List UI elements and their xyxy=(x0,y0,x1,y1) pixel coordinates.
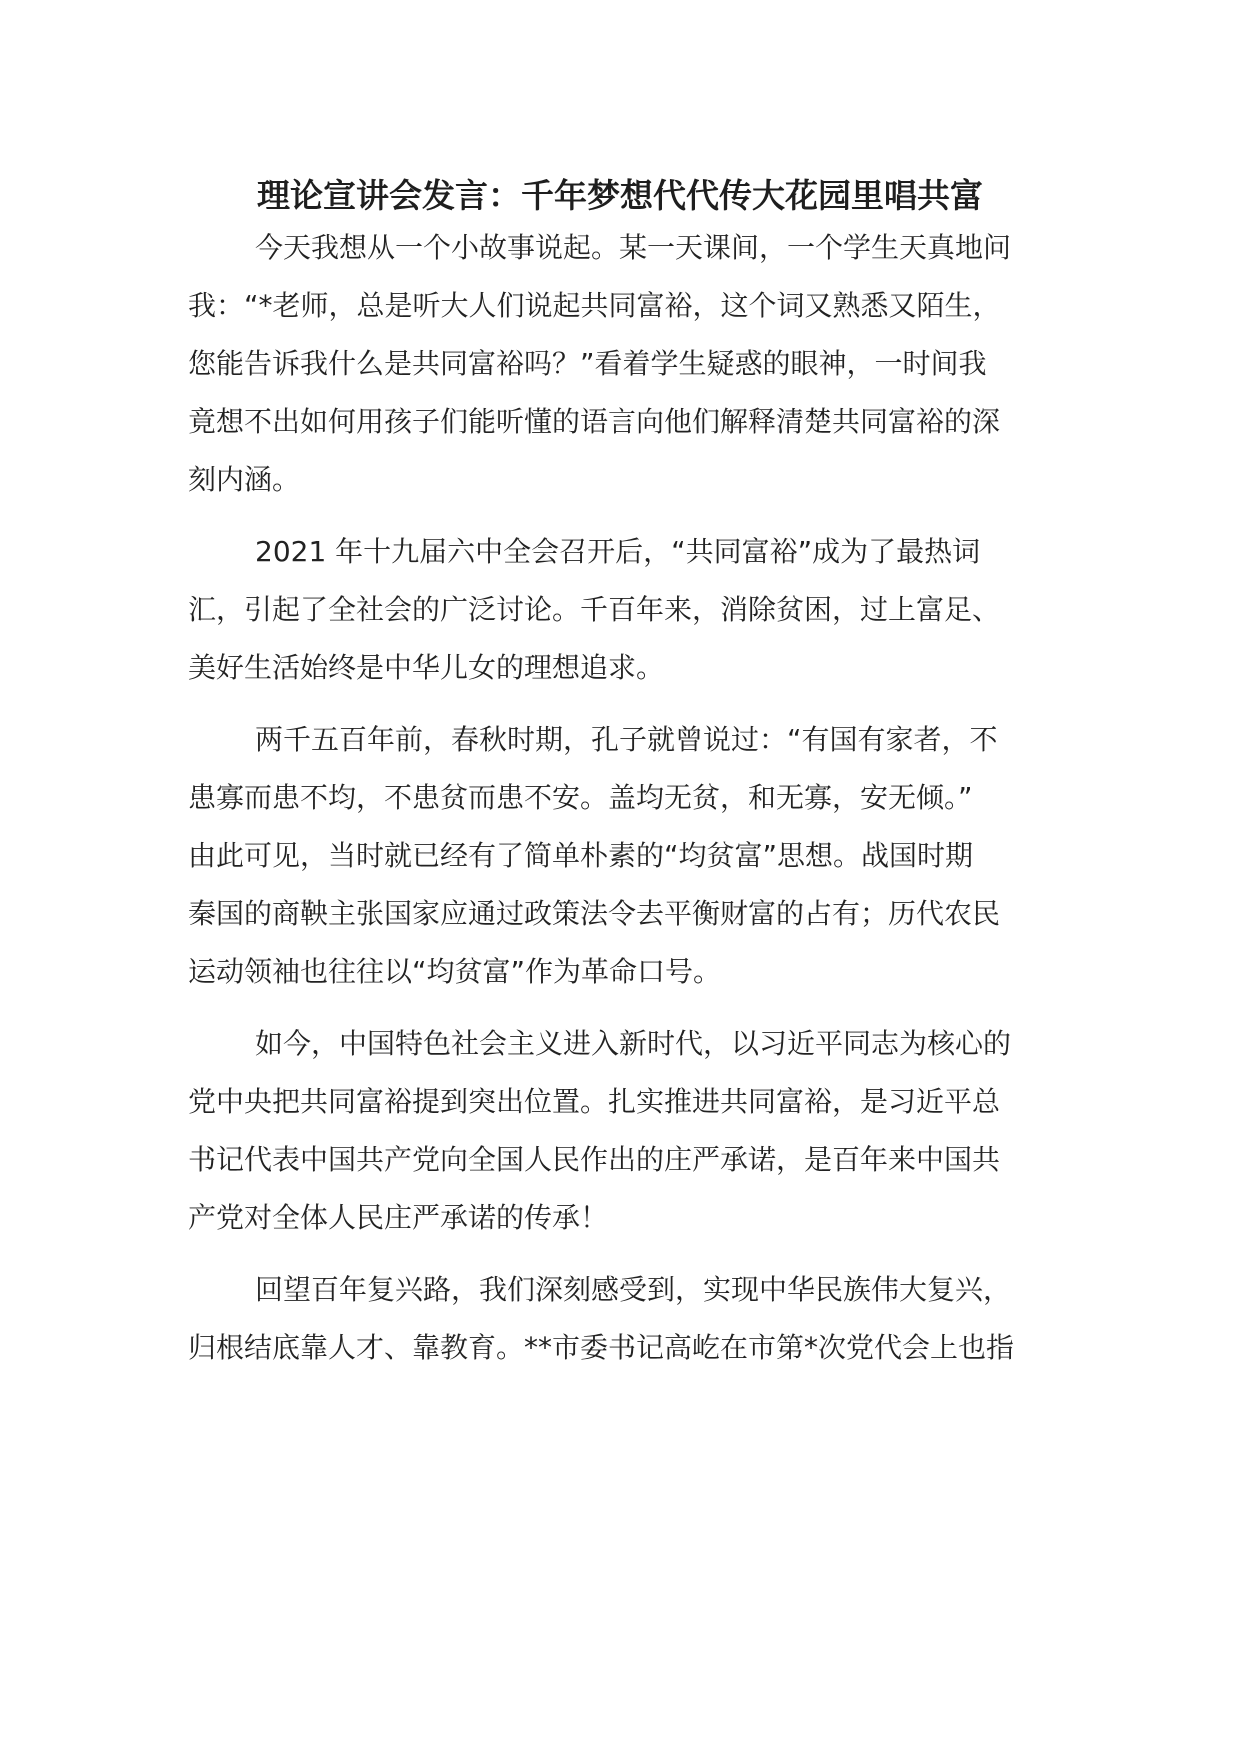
paragraph-5-line-1: 回望百年复兴路，我们深刻感受到，实现中华民族伟大复兴， xyxy=(255,1273,1012,1306)
paragraph-4-line-3: 书记代表中国共产党向全国人民作出的庄严承诺，是百年来中国共 xyxy=(188,1143,1001,1176)
paragraph-3-line-3: 由此可见，当时就已经有了简单朴素的“均贫富”思想。战国时期 xyxy=(188,839,974,872)
paragraph-2-line-2: 汇，引起了全社会的广泛讨论。千百年来，消除贫困，过上富足、 xyxy=(188,593,1001,626)
paragraph-3-line-5: 运动领袖也往往以“均贫富”作为革命口号。 xyxy=(188,955,722,988)
document-title: 理论宣讲会发言：千年梦想代代传大花园里唱共富 xyxy=(257,176,983,215)
paragraph-1-line-2: 我：“*老师，总是听大人们说起共同富裕，这个词又熟悉又陌生， xyxy=(188,289,1001,322)
paragraph-1-line-3: 您能告诉我什么是共同富裕吗？”看着学生疑惑的眼神，一时间我 xyxy=(188,347,987,380)
paragraph-4-line-2: 党中央把共同富裕提到突出位置。扎实推进共同富裕，是习近平总 xyxy=(188,1085,1001,1118)
paragraph-2-line-3: 美好生活始终是中华儿女的理想追求。 xyxy=(188,651,665,684)
paragraph-4-line-1: 如今，中国特色社会主义进入新时代，以习近平同志为核心的 xyxy=(255,1027,1012,1060)
paragraph-1-line-1: 今天我想从一个小故事说起。某一天课间，一个学生天真地问 xyxy=(255,231,1012,264)
paragraph-1-line-5: 刻内涵。 xyxy=(188,463,301,496)
paragraph-3-line-1: 两千五百年前，春秋时期，孔子就曾说过：“有国有家者，不 xyxy=(255,723,998,756)
paragraph-1-line-4: 竟想不出如何用孩子们能听懂的语言向他们解释清楚共同富裕的深 xyxy=(188,405,1001,438)
paragraph-3-line-4: 秦国的商鞅主张国家应通过政策法令去平衡财富的占有；历代农民 xyxy=(188,897,1001,930)
paragraph-3-line-2: 患寡而患不均，不患贫而患不安。盖均无贫，和无寡，安无倾。” xyxy=(188,781,973,814)
paragraph-2-line-1: 2021 年十九届六中全会召开后，“共同富裕”成为了最热词 xyxy=(255,535,981,568)
paragraph-5-line-2: 归根结底靠人才、靠教育。**市委书记高屹在市第*次党代会上也指 xyxy=(188,1331,1015,1364)
paragraph-4-line-4: 产党对全体人民庄严承诺的传承！ xyxy=(188,1201,609,1234)
